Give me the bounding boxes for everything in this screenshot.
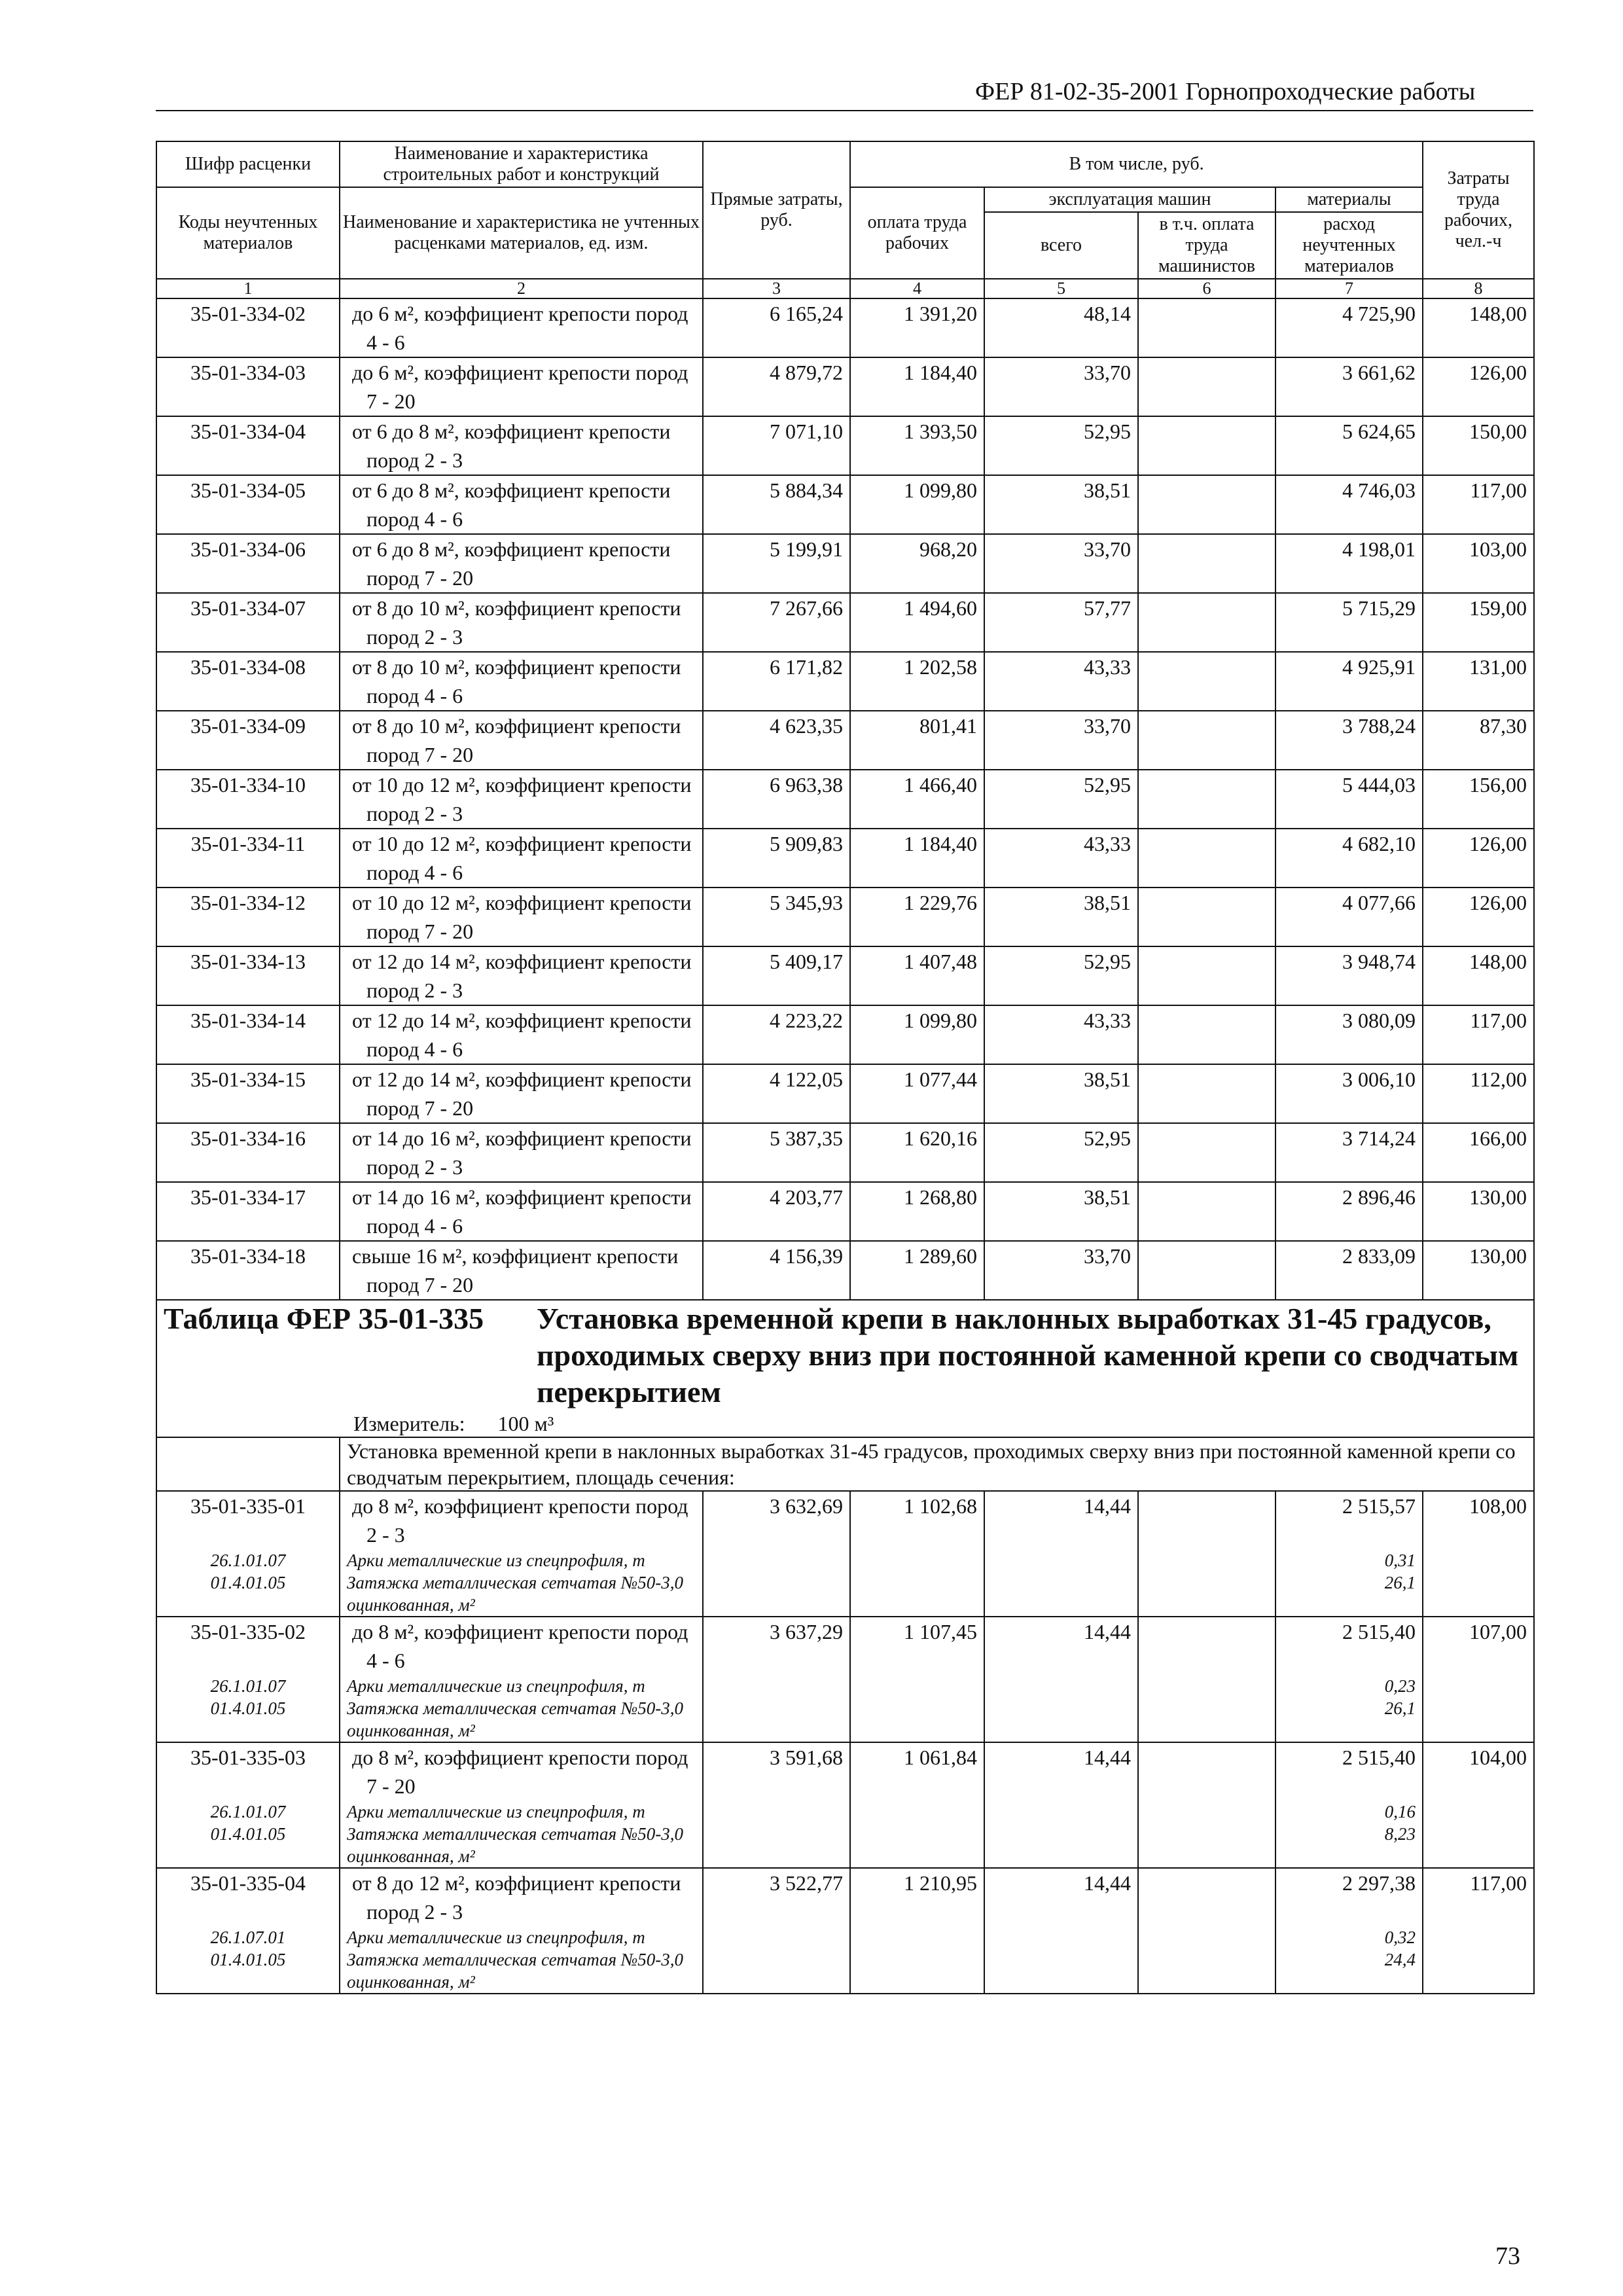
labor-pay: 1 102,68 <box>850 1491 984 1549</box>
col-number: 2 <box>340 279 703 298</box>
empty-cell <box>850 1549 984 1571</box>
rate-code: 35-01-335-04 <box>156 1868 340 1926</box>
materials-cost: 2 515,40 <box>1275 1617 1423 1675</box>
materials-cost: 2 896,46 <box>1275 1182 1423 1241</box>
header-rule <box>156 110 1533 111</box>
materials-cost: 3 948,74 <box>1275 946 1423 1005</box>
header-materials-unaccounted: расход неучтенных материалов <box>1275 212 1423 279</box>
rate-code: 35-01-334-18 <box>156 1241 340 1300</box>
machines-total: 43,33 <box>984 652 1138 711</box>
empty-cell <box>984 1801 1138 1823</box>
empty-cell <box>850 1823 984 1868</box>
labor-hours: 150,00 <box>1423 416 1534 475</box>
machines-total: 52,95 <box>984 1123 1138 1182</box>
material-name: Затяжка металлическая сетчатая №50-3,0 оцинкованная, м² <box>340 1823 703 1868</box>
machines-operators <box>1138 1123 1275 1182</box>
rate-name: до 6 м², коэффициент крепости пород 4 - 6 <box>340 298 703 357</box>
rate-code: 35-01-334-09 <box>156 711 340 770</box>
rate-code: 35-01-334-06 <box>156 534 340 593</box>
empty-cell <box>850 1675 984 1697</box>
material-code: 01.4.01.05 <box>156 1697 340 1742</box>
material-quantity: 0,31 <box>1275 1549 1423 1571</box>
machines-operators <box>1138 298 1275 357</box>
materials-cost: 3 006,10 <box>1275 1064 1423 1123</box>
empty-cell <box>1423 1823 1534 1868</box>
header-direct: Прямые затраты, руб. <box>703 141 850 279</box>
direct-cost: 4 156,39 <box>703 1241 850 1300</box>
direct-cost: 3 632,69 <box>703 1491 850 1549</box>
material-code: 01.4.01.05 <box>156 1571 340 1617</box>
header-codes: Коды неучтенных материалов <box>156 187 340 279</box>
empty-cell <box>1138 1948 1275 1994</box>
labor-pay: 1 620,16 <box>850 1123 984 1182</box>
rate-name: до 6 м², коэффициент крепости пород 7 - 20 <box>340 357 703 416</box>
labor-pay: 1 099,80 <box>850 1005 984 1064</box>
rate-code: 35-01-334-07 <box>156 593 340 652</box>
machines-total: 48,14 <box>984 298 1138 357</box>
material-row <box>156 1675 1534 1697</box>
labor-hours: 107,00 <box>1423 1617 1534 1675</box>
rate-code: 35-01-334-11 <box>156 829 340 888</box>
materials-cost: 4 077,66 <box>1275 888 1423 946</box>
material-quantity: 24,4 <box>1275 1948 1423 1994</box>
materials-cost: 2 515,57 <box>1275 1491 1423 1549</box>
machines-total: 38,51 <box>984 1182 1138 1241</box>
machines-total: 38,51 <box>984 888 1138 946</box>
materials-cost: 4 682,10 <box>1275 829 1423 888</box>
materials-cost: 2 297,38 <box>1275 1868 1423 1926</box>
material-code: 26.1.01.07 <box>156 1675 340 1697</box>
labor-pay: 1 466,40 <box>850 770 984 829</box>
table-row <box>156 1617 1534 1675</box>
header-labor-cost: Затраты труда рабочих, чел.-ч <box>1423 141 1534 279</box>
rate-name: от 14 до 16 м², коэффициент крепости пород 2 - 3 <box>340 1123 703 1182</box>
labor-hours: 112,00 <box>1423 1064 1534 1123</box>
table-row <box>156 1868 1534 1926</box>
header-labor-pay: оплата труда рабочих <box>850 187 984 279</box>
table-row <box>156 357 1534 416</box>
section-title-row <box>156 1300 1534 1437</box>
machines-operators <box>1138 711 1275 770</box>
table-row <box>156 770 1534 829</box>
empty-cell <box>984 1948 1138 1994</box>
materials-cost: 4 725,90 <box>1275 298 1423 357</box>
rate-code: 35-01-334-05 <box>156 475 340 534</box>
empty-cell <box>1423 1675 1534 1697</box>
empty-cell <box>703 1801 850 1823</box>
materials-cost: 3 788,24 <box>1275 711 1423 770</box>
labor-hours: 148,00 <box>1423 298 1534 357</box>
rate-name: свыше 16 м², коэффициент крепости пород 7 - 20 <box>340 1241 703 1300</box>
labor-hours: 159,00 <box>1423 593 1534 652</box>
table-row <box>156 1491 1534 1549</box>
empty-cell <box>984 1823 1138 1868</box>
labor-pay: 1 289,60 <box>850 1241 984 1300</box>
machines-operators <box>1138 770 1275 829</box>
material-quantity: 0,16 <box>1275 1801 1423 1823</box>
labor-hours: 126,00 <box>1423 357 1534 416</box>
labor-pay: 1 229,76 <box>850 888 984 946</box>
labor-pay: 968,20 <box>850 534 984 593</box>
materials-cost: 4 198,01 <box>1275 534 1423 593</box>
empty-cell <box>703 1926 850 1948</box>
labor-hours: 108,00 <box>1423 1491 1534 1549</box>
materials-cost: 5 444,03 <box>1275 770 1423 829</box>
rate-code: 35-01-334-15 <box>156 1064 340 1123</box>
empty-cell <box>984 1549 1138 1571</box>
rate-code: 35-01-334-02 <box>156 298 340 357</box>
labor-hours: 131,00 <box>1423 652 1534 711</box>
labor-pay: 1 099,80 <box>850 475 984 534</box>
table-row <box>156 593 1534 652</box>
empty-cell <box>703 1571 850 1617</box>
material-name: Арки металлические из спецпрофиля, т <box>340 1926 703 1948</box>
machines-total: 43,33 <box>984 829 1138 888</box>
col-number: 4 <box>850 279 984 298</box>
machines-total: 14,44 <box>984 1491 1138 1549</box>
rate-code: 35-01-334-12 <box>156 888 340 946</box>
table-row <box>156 1241 1534 1300</box>
materials-cost: 4 746,03 <box>1275 475 1423 534</box>
empty-cell <box>703 1697 850 1742</box>
machines-total: 52,95 <box>984 946 1138 1005</box>
material-row <box>156 1549 1534 1571</box>
machines-total: 14,44 <box>984 1868 1138 1926</box>
rate-name: от 12 до 14 м², коэффициент крепости пород 7 - 20 <box>340 1064 703 1123</box>
machines-total: 33,70 <box>984 711 1138 770</box>
machines-total: 33,70 <box>984 357 1138 416</box>
table-row <box>156 298 1534 357</box>
labor-pay: 1 393,50 <box>850 416 984 475</box>
machines-operators <box>1138 829 1275 888</box>
empty-cell <box>1138 1571 1275 1617</box>
table-row <box>156 1064 1534 1123</box>
empty-cell <box>1138 1675 1275 1697</box>
table-row <box>156 1005 1534 1064</box>
labor-hours: 104,00 <box>1423 1742 1534 1801</box>
labor-hours: 166,00 <box>1423 1123 1534 1182</box>
material-code: 26.1.01.07 <box>156 1801 340 1823</box>
direct-cost: 6 165,24 <box>703 298 850 357</box>
material-row <box>156 1801 1534 1823</box>
machines-operators <box>1138 946 1275 1005</box>
empty-cell <box>703 1675 850 1697</box>
labor-hours: 103,00 <box>1423 534 1534 593</box>
section-label: Таблица ФЕР 35-01-335 <box>164 1302 484 1335</box>
material-quantity: 26,1 <box>1275 1697 1423 1742</box>
direct-cost: 6 171,82 <box>703 652 850 711</box>
empty-cell <box>984 1571 1138 1617</box>
header-shifr: Шифр расценки <box>156 141 340 187</box>
machines-operators <box>1138 1182 1275 1241</box>
material-code: 01.4.01.05 <box>156 1948 340 1994</box>
rate-name: от 8 до 10 м², коэффициент крепости пород 4 - 6 <box>340 652 703 711</box>
header-machines: эксплуатация машин <box>984 187 1275 212</box>
material-code: 26.1.07.01 <box>156 1926 340 1948</box>
empty-cell <box>703 1948 850 1994</box>
machines-total: 38,51 <box>984 1064 1138 1123</box>
table-row <box>156 652 1534 711</box>
labor-pay: 1 210,95 <box>850 1868 984 1926</box>
machines-total: 43,33 <box>984 1005 1138 1064</box>
section-description: Установка временной крепи в наклонных выработках 31-45 градусов, проходимых сверху вниз при постоянной каменной крепи со сводчатым перекрытием, площадь сечения: <box>340 1437 1534 1491</box>
empty-cell <box>1423 1549 1534 1571</box>
materials-cost: 5 624,65 <box>1275 416 1423 475</box>
material-row <box>156 1926 1534 1948</box>
materials-cost: 5 715,29 <box>1275 593 1423 652</box>
rate-name: от 8 до 10 м², коэффициент крепости пород 2 - 3 <box>340 593 703 652</box>
direct-cost: 7 071,10 <box>703 416 850 475</box>
section-description-row <box>156 1437 1534 1491</box>
machines-total: 38,51 <box>984 475 1138 534</box>
empty-cell <box>850 1697 984 1742</box>
labor-pay: 1 202,58 <box>850 652 984 711</box>
machines-operators <box>1138 1064 1275 1123</box>
material-name: Арки металлические из спецпрофиля, т <box>340 1675 703 1697</box>
materials-cost: 3 080,09 <box>1275 1005 1423 1064</box>
meter <box>164 1410 1527 1437</box>
rate-name: от 6 до 8 м², коэффициент крепости пород 4 - 6 <box>340 475 703 534</box>
labor-hours: 148,00 <box>1423 946 1534 1005</box>
header-machines-total: всего <box>984 212 1138 279</box>
labor-hours: 87,30 <box>1423 711 1534 770</box>
labor-hours: 117,00 <box>1423 1005 1534 1064</box>
material-quantity: 0,32 <box>1275 1926 1423 1948</box>
empty-cell <box>850 1571 984 1617</box>
col-number: 8 <box>1423 279 1534 298</box>
direct-cost: 5 387,35 <box>703 1123 850 1182</box>
machines-operators <box>1138 1491 1275 1549</box>
table-row <box>156 946 1534 1005</box>
labor-hours: 130,00 <box>1423 1241 1534 1300</box>
labor-pay: 1 268,80 <box>850 1182 984 1241</box>
labor-pay: 1 077,44 <box>850 1064 984 1123</box>
machines-operators <box>1138 888 1275 946</box>
material-quantity: 0,23 <box>1275 1675 1423 1697</box>
material-row <box>156 1571 1534 1617</box>
material-quantity: 26,1 <box>1275 1571 1423 1617</box>
empty-cell <box>1138 1697 1275 1742</box>
labor-hours: 117,00 <box>1423 1868 1534 1926</box>
rate-code: 35-01-334-14 <box>156 1005 340 1064</box>
empty-cell <box>1423 1697 1534 1742</box>
direct-cost: 6 963,38 <box>703 770 850 829</box>
rate-name: от 12 до 14 м², коэффициент крепости пород 2 - 3 <box>340 946 703 1005</box>
table-row <box>156 534 1534 593</box>
header-incl: В том числе, руб. <box>850 141 1423 187</box>
rate-code: 35-01-334-04 <box>156 416 340 475</box>
section-title: Установка временной крепи в наклонных выработках 31-45 градусов, проходимых сверху вниз при постоянной каменной крепи со сводчатым перекрытием <box>537 1302 1519 1408</box>
machines-operators <box>1138 416 1275 475</box>
rate-code: 35-01-334-03 <box>156 357 340 416</box>
table-row <box>156 416 1534 475</box>
empty-cell <box>1423 1926 1534 1948</box>
rate-code: 35-01-334-17 <box>156 1182 340 1241</box>
direct-cost: 4 879,72 <box>703 357 850 416</box>
rate-name: до 8 м², коэффициент крепости пород 4 - 6 <box>340 1617 703 1675</box>
rate-code: 35-01-335-02 <box>156 1617 340 1675</box>
empty-cell <box>850 1801 984 1823</box>
empty-cell <box>703 1823 850 1868</box>
col-number: 7 <box>1275 279 1423 298</box>
rate-name: от 6 до 8 м², коэффициент крепости пород 2 - 3 <box>340 416 703 475</box>
empty-cell <box>1423 1801 1534 1823</box>
labor-hours: 126,00 <box>1423 888 1534 946</box>
empty-cell <box>984 1926 1138 1948</box>
machines-operators <box>1138 534 1275 593</box>
direct-cost: 5 909,83 <box>703 829 850 888</box>
materials-cost: 2 515,40 <box>1275 1742 1423 1801</box>
labor-pay: 801,41 <box>850 711 984 770</box>
empty-cell <box>850 1926 984 1948</box>
materials-cost: 3 714,24 <box>1275 1123 1423 1182</box>
direct-cost: 5 345,93 <box>703 888 850 946</box>
material-quantity: 8,23 <box>1275 1823 1423 1868</box>
material-row <box>156 1948 1534 1994</box>
labor-hours: 126,00 <box>1423 829 1534 888</box>
machines-total: 33,70 <box>984 534 1138 593</box>
section-heading <box>156 1300 1534 1437</box>
rate-name: от 10 до 12 м², коэффициент крепости пород 7 - 20 <box>340 888 703 946</box>
labor-pay: 1 184,40 <box>850 357 984 416</box>
machines-total: 52,95 <box>984 770 1138 829</box>
rate-name: от 8 до 10 м², коэффициент крепости пород 7 - 20 <box>340 711 703 770</box>
materials-cost: 4 925,91 <box>1275 652 1423 711</box>
meter-label: Измеритель: <box>353 1412 465 1435</box>
labor-pay: 1 407,48 <box>850 946 984 1005</box>
direct-cost: 3 591,68 <box>703 1742 850 1801</box>
machines-operators <box>1138 1241 1275 1300</box>
machines-total: 52,95 <box>984 416 1138 475</box>
table-row <box>156 829 1534 888</box>
col-number: 3 <box>703 279 850 298</box>
rate-code: 35-01-334-10 <box>156 770 340 829</box>
machines-operators <box>1138 1617 1275 1675</box>
rate-code: 35-01-334-08 <box>156 652 340 711</box>
col-number: 6 <box>1138 279 1275 298</box>
labor-pay: 1 184,40 <box>850 829 984 888</box>
col-number: 5 <box>984 279 1138 298</box>
material-row <box>156 1697 1534 1742</box>
labor-hours: 156,00 <box>1423 770 1534 829</box>
machines-operators <box>1138 475 1275 534</box>
empty-cell <box>850 1948 984 1994</box>
table-row <box>156 711 1534 770</box>
empty-cell <box>703 1549 850 1571</box>
rate-name: от 12 до 14 м², коэффициент крепости пород 4 - 6 <box>340 1005 703 1064</box>
empty-cell <box>1138 1801 1275 1823</box>
machines-operators <box>1138 1742 1275 1801</box>
table-row <box>156 475 1534 534</box>
page-number: 73 <box>1495 2242 1520 2270</box>
machines-total: 33,70 <box>984 1241 1138 1300</box>
material-code: 01.4.01.05 <box>156 1823 340 1868</box>
material-row <box>156 1823 1534 1868</box>
material-name: Затяжка металлическая сетчатая №50-3,0 оцинкованная, м² <box>340 1697 703 1742</box>
rate-name: до 8 м², коэффициент крепости пород 7 - 20 <box>340 1742 703 1801</box>
direct-cost: 4 223,22 <box>703 1005 850 1064</box>
table-row <box>156 888 1534 946</box>
direct-cost: 3 522,77 <box>703 1868 850 1926</box>
running-header: ФЕР 81-02-35-2001 Горнопроходческие работы <box>975 78 1476 105</box>
material-name: Арки металлические из спецпрофиля, т <box>340 1801 703 1823</box>
labor-hours: 130,00 <box>1423 1182 1534 1241</box>
header-materials: материалы <box>1275 187 1423 212</box>
machines-operators <box>1138 1005 1275 1064</box>
direct-cost: 5 884,34 <box>703 475 850 534</box>
meter-value: 100 м³ <box>497 1412 554 1435</box>
direct-cost: 4 623,35 <box>703 711 850 770</box>
direct-cost: 3 637,29 <box>703 1617 850 1675</box>
machines-total: 14,44 <box>984 1742 1138 1801</box>
col-number: 1 <box>156 279 340 298</box>
material-code: 26.1.01.07 <box>156 1549 340 1571</box>
direct-cost: 4 122,05 <box>703 1064 850 1123</box>
materials-cost: 2 833,09 <box>1275 1241 1423 1300</box>
labor-pay: 1 391,20 <box>850 298 984 357</box>
direct-cost: 4 203,77 <box>703 1182 850 1241</box>
labor-pay: 1 494,60 <box>850 593 984 652</box>
table-row <box>156 1182 1534 1241</box>
rate-name: от 8 до 12 м², коэффициент крепости пород 2 - 3 <box>340 1868 703 1926</box>
rate-code: 35-01-335-01 <box>156 1491 340 1549</box>
rate-name: от 10 до 12 м², коэффициент крепости пород 2 - 3 <box>340 770 703 829</box>
rate-name: от 10 до 12 м², коэффициент крепости пород 4 - 6 <box>340 829 703 888</box>
material-name: Затяжка металлическая сетчатая №50-3,0 оцинкованная, м² <box>340 1948 703 1994</box>
labor-hours: 117,00 <box>1423 475 1534 534</box>
labor-pay: 1 061,84 <box>850 1742 984 1801</box>
machines-operators <box>1138 1868 1275 1926</box>
machines-total: 14,44 <box>984 1617 1138 1675</box>
rate-code: 35-01-334-13 <box>156 946 340 1005</box>
direct-cost: 7 267,66 <box>703 593 850 652</box>
header-name-top: Наименование и характеристика строительных работ и конструкций <box>340 141 703 187</box>
direct-cost: 5 409,17 <box>703 946 850 1005</box>
header-machines-operators: в т.ч. оплата труда машинистов <box>1138 212 1275 279</box>
empty-cell <box>1423 1948 1534 1994</box>
table-row <box>156 1123 1534 1182</box>
labor-pay: 1 107,45 <box>850 1617 984 1675</box>
description-empty-cell <box>156 1437 340 1491</box>
rate-name: от 6 до 8 м², коэффициент крепости пород 7 - 20 <box>340 534 703 593</box>
direct-cost: 5 199,91 <box>703 534 850 593</box>
rate-code: 35-01-335-03 <box>156 1742 340 1801</box>
empty-cell <box>1138 1549 1275 1571</box>
rate-name: до 8 м², коэффициент крепости пород 2 - 3 <box>340 1491 703 1549</box>
empty-cell <box>984 1697 1138 1742</box>
empty-cell <box>1138 1823 1275 1868</box>
empty-cell <box>1423 1571 1534 1617</box>
machines-total: 57,77 <box>984 593 1138 652</box>
rate-code: 35-01-334-16 <box>156 1123 340 1182</box>
machines-operators <box>1138 357 1275 416</box>
empty-cell <box>984 1675 1138 1697</box>
empty-cell <box>1138 1926 1275 1948</box>
header-name-bottom: Наименование и характеристика не учтенных расценками материалов, ед. изм. <box>340 187 703 279</box>
material-name: Затяжка металлическая сетчатая №50-3,0 оцинкованная, м² <box>340 1571 703 1617</box>
materials-cost: 3 661,62 <box>1275 357 1423 416</box>
rates-table <box>156 141 1535 1994</box>
machines-operators <box>1138 593 1275 652</box>
table-row <box>156 1742 1534 1801</box>
material-name: Арки металлические из спецпрофиля, т <box>340 1549 703 1571</box>
machines-operators <box>1138 652 1275 711</box>
rate-name: от 14 до 16 м², коэффициент крепости пород 4 - 6 <box>340 1182 703 1241</box>
